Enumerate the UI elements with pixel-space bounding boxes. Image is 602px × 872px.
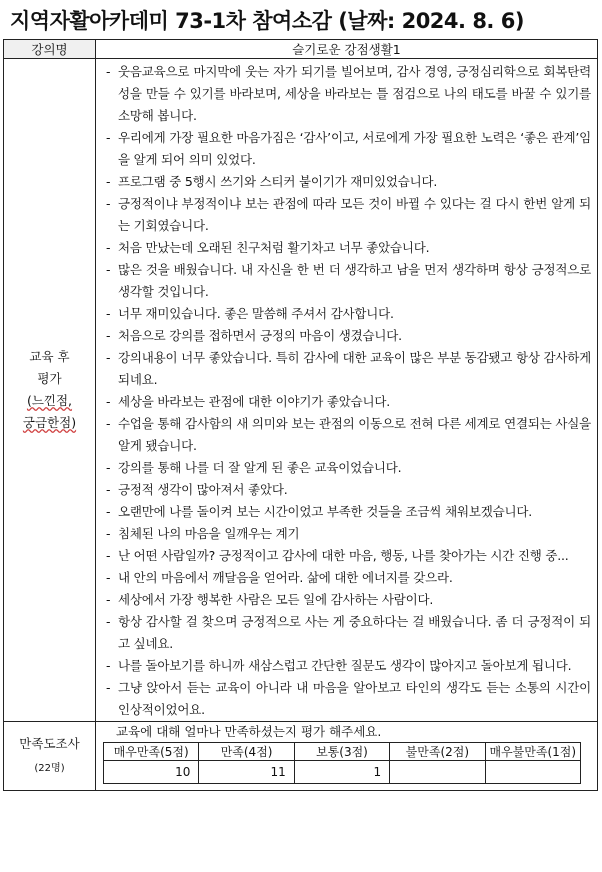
satisfaction-column-header: 불만족(2점) — [390, 743, 485, 761]
satisfaction-column-header: 매우불만족(1점) — [485, 743, 580, 761]
satisfaction-row — [4, 722, 598, 791]
satisfaction-header-row — [104, 743, 581, 761]
feedback-item: - 나를 돌아보기를 하니까 새삼스럽고 간단한 질문도 생각이 많아지고 돌아보게 됩니다. — [104, 655, 591, 677]
satisfaction-question: 교육에 대해 얼마나 만족하셨는지 평가 해주세요. — [116, 724, 382, 739]
satisfaction-table — [103, 742, 581, 784]
evaluation-label-line1: 교육 후 — [29, 349, 70, 364]
feedback-item: - 처음 만났는데 오래된 친구처럼 활기차고 너무 좋았습니다. — [104, 237, 591, 259]
feedback-item: - 침체된 나의 마음을 일깨우는 계기 — [104, 523, 591, 545]
satisfaction-content — [96, 722, 598, 791]
satisfaction-label — [4, 722, 96, 791]
satisfaction-value: 1 — [294, 761, 389, 784]
satisfaction-label-text: 만족도조사 — [19, 736, 80, 751]
feedback-item: - 긍정적이냐 부정적이냐 보는 관점에 따라 모든 것이 바뀔 수 있다는 걸 다시 한번 알게 되는 기회였습니다. — [104, 193, 591, 237]
evaluation-label-line4: 궁금한점) — [22, 415, 77, 430]
satisfaction-value: 11 — [199, 761, 294, 784]
evaluation-content — [96, 59, 598, 722]
feedback-item: - 그냥 앉아서 듣는 교육이 아니라 내 마음을 알아보고 타인의 생각도 듣는 소통의 시간이 인상적이었어요. — [104, 677, 591, 721]
feedback-item: - 처음으로 강의를 접하면서 긍정의 마음이 생겼습니다. — [104, 325, 591, 347]
satisfaction-value: 10 — [104, 761, 199, 784]
evaluation-label — [4, 59, 96, 722]
feedback-list — [96, 59, 597, 721]
feedback-item: - 많은 것을 배웠습니다. 내 자신을 한 번 더 생각하고 남을 먼저 생각하며 항상 긍정적으로 생각할 것입니다. — [104, 259, 591, 303]
feedback-item: - 우리에게 가장 필요한 마음가짐은 ‘감사’이고, 서로에게 가장 필요한 노력은 ‘좋은 관계’임을 알게 되어 의미 있었다. — [104, 127, 591, 171]
respondent-count: (22명) — [34, 763, 65, 774]
feedback-item: - 항상 감사할 걸 찾으며 긍정적으로 사는 게 중요하다는 걸 배웠습니다. 좀 더 긍정적이 되고 싶네요. — [104, 611, 591, 655]
page-title: 지역자활아카데미 73-1차 참여소감 (날짜: 2024. 8. 6) — [10, 9, 524, 33]
lecture-title: 슬기로운 강점생활1 — [96, 40, 598, 59]
evaluation-label-line3: (느낀점, — [26, 393, 73, 408]
feedback-item: - 긍정적 생각이 많아져서 좋았다. — [104, 479, 591, 501]
feedback-item: - 너무 재미있습니다. 좋은 말씀해 주셔서 감사합니다. — [104, 303, 591, 325]
satisfaction-column-header: 보통(3점) — [294, 743, 389, 761]
evaluation-form-table — [3, 39, 598, 791]
feedback-item: - 강의를 통해 나를 더 잘 알게 된 좋은 교육이었습니다. — [104, 457, 591, 479]
feedback-item: - 세상에서 가장 행복한 사람은 모든 일에 감사하는 사람이다. — [104, 589, 591, 611]
satisfaction-value — [485, 761, 580, 784]
lecture-label: 강의명 — [4, 40, 96, 59]
feedback-item: - 강의내용이 너무 좋았습니다. 특히 감사에 대한 교육이 많은 부분 동감됐고 항상 감사하게 되네요. — [104, 347, 591, 391]
feedback-item: - 내 안의 마음에서 깨달음을 얻어라. 삶에 대한 에너지를 갖으라. — [104, 567, 591, 589]
satisfaction-value — [390, 761, 485, 784]
satisfaction-values-row — [104, 761, 581, 784]
evaluation-row — [4, 59, 598, 722]
evaluation-label-line2: 평가 — [37, 371, 62, 386]
feedback-item: - 세상을 바라보는 관점에 대한 이야기가 좋았습니다. — [104, 391, 591, 413]
feedback-item: - 웃음교육으로 마지막에 웃는 자가 되기를 빌어보며, 감사 경영, 긍정심리학으로 회복탄력성을 만들 수 있기를 바라보며, 세상을 바라보는 틀 점검으로 나의 태도를 바꿀 수 있기를 소망해 봅니다. — [104, 61, 591, 127]
feedback-item: - 난 어떤 사람일까? 긍정적이고 감사에 대한 마음, 행동, 나를 찾아가는 시간 진행 중... — [104, 545, 591, 567]
lecture-row — [4, 40, 598, 59]
feedback-item: - 오랜만에 나를 돌이켜 보는 시간이었고 부족한 것들을 조금씩 채워보겠습니다. — [104, 501, 591, 523]
satisfaction-column-header: 매우만족(5점) — [104, 743, 199, 761]
feedback-item: - 수업을 통해 감사함의 새 의미와 보는 관점의 이동으로 전혀 다른 세계로 연결되는 사실을 알게 됐습니다. — [104, 413, 591, 457]
satisfaction-column-header: 만족(4점) — [199, 743, 294, 761]
feedback-item: - 프로그램 중 5행시 쓰기와 스티커 붙이기가 재미있었습니다. — [104, 171, 591, 193]
